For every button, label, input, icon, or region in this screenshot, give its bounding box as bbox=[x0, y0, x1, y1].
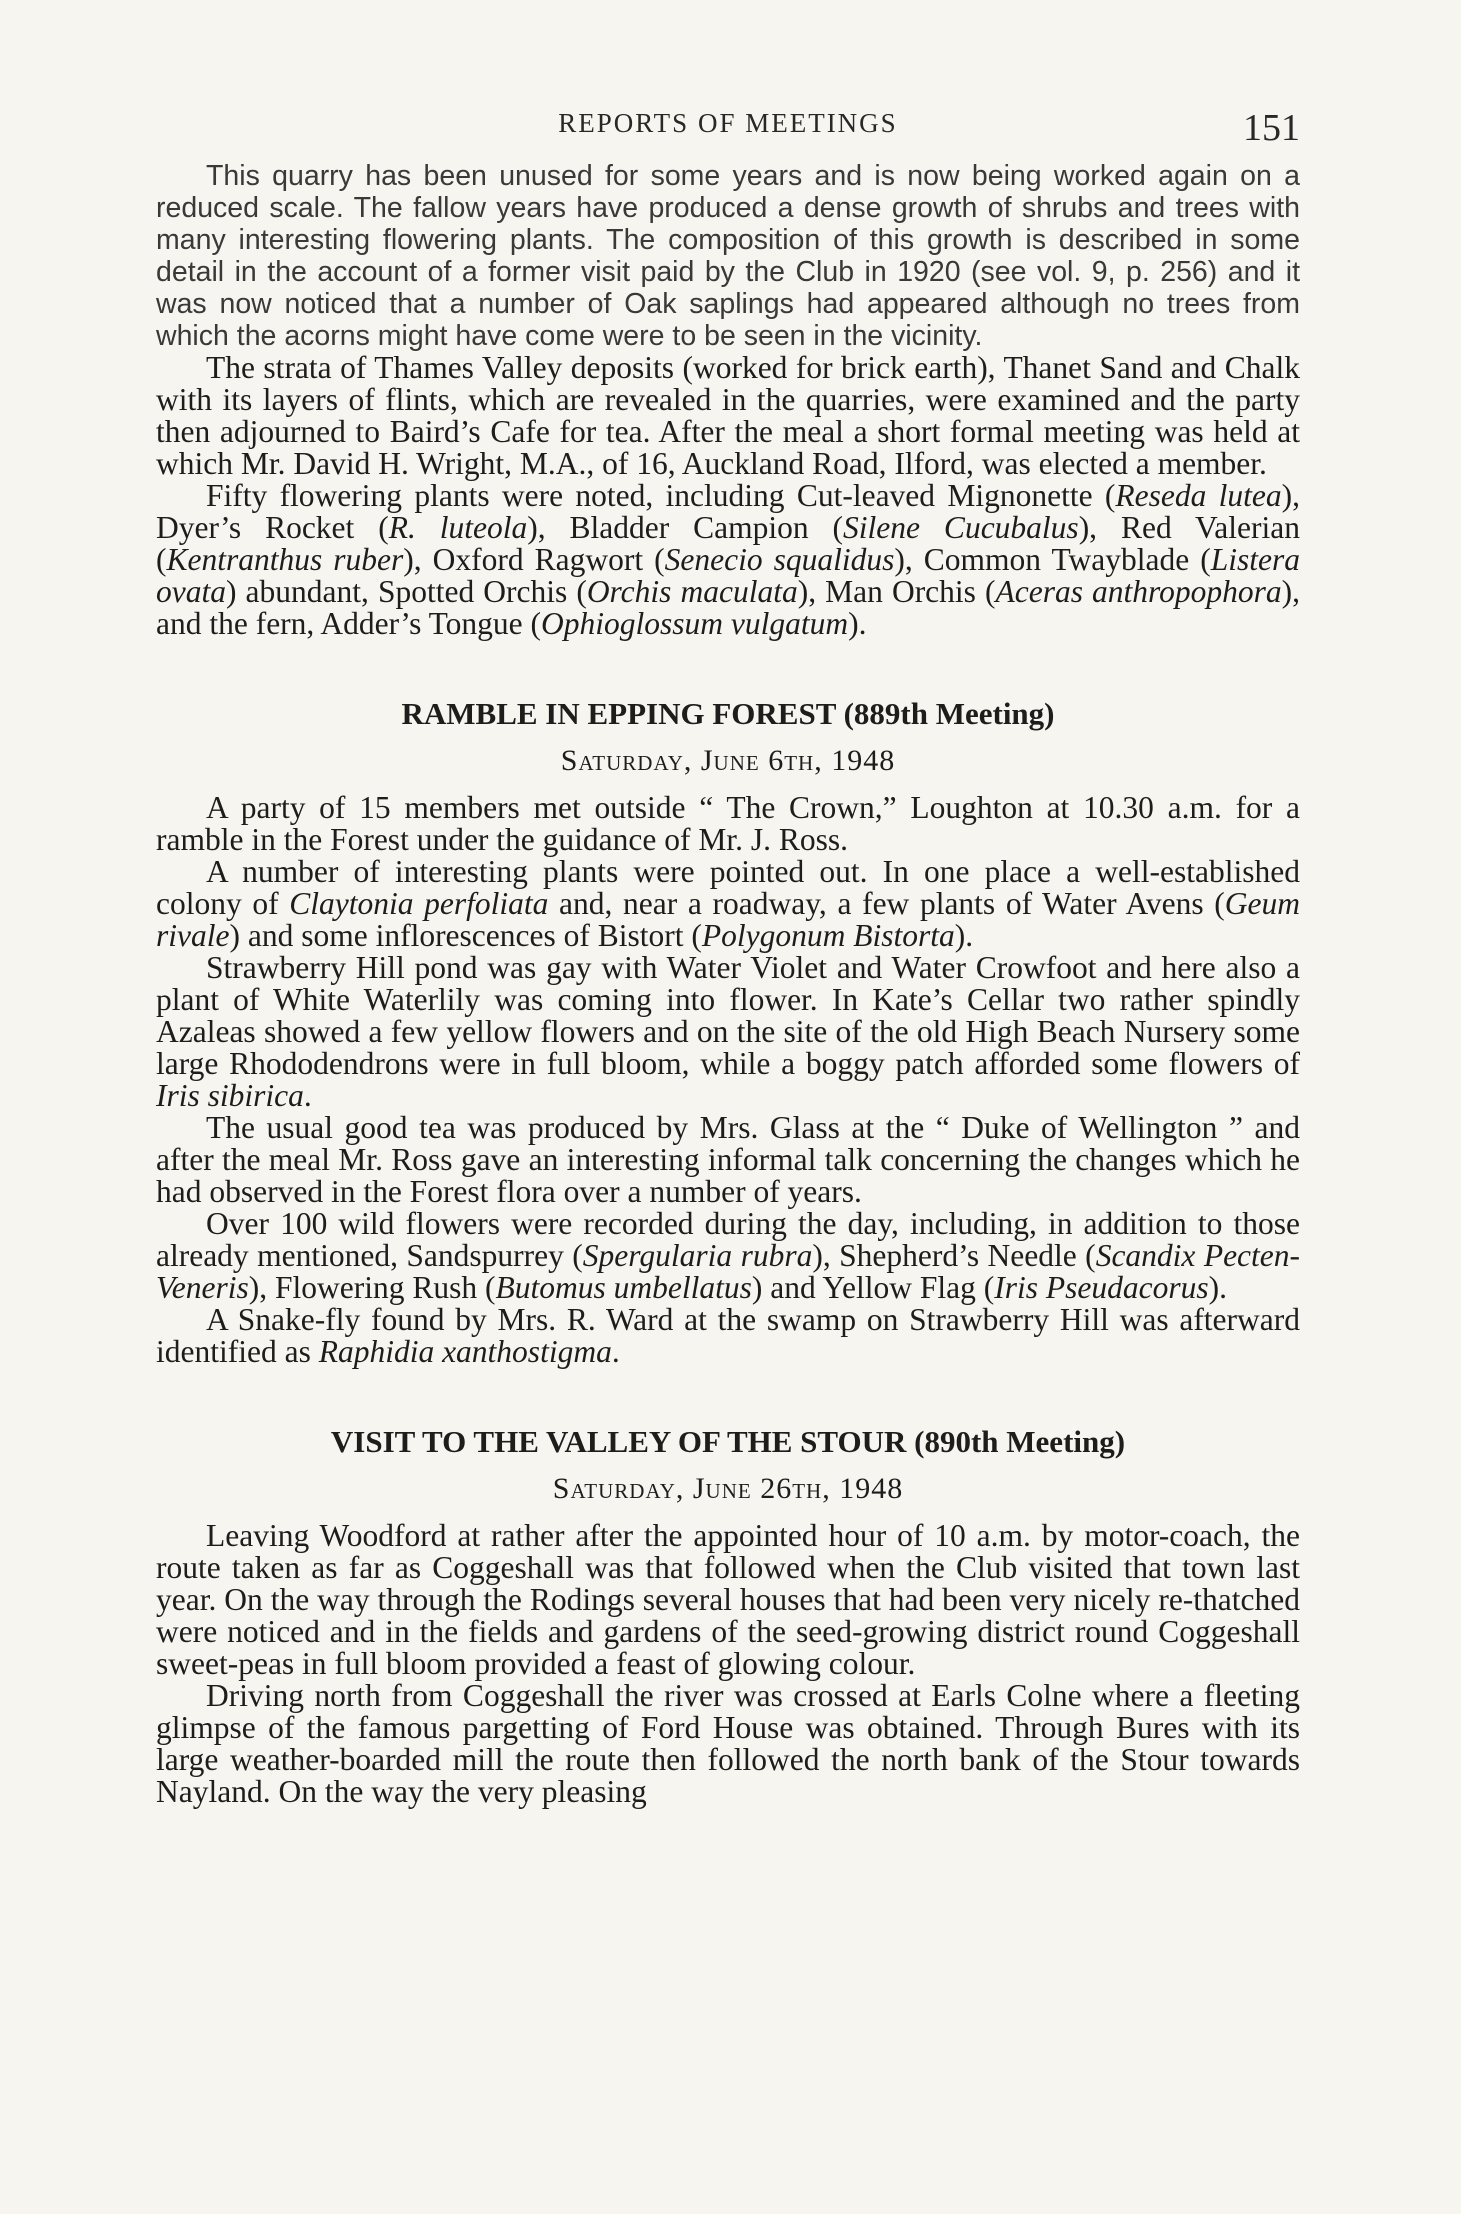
page bbox=[156, 100, 1300, 1808]
species-name: Spergularia rubra bbox=[582, 1238, 813, 1273]
text-run: ), Red Valerian ( bbox=[156, 510, 1300, 577]
species-name: R. luteola bbox=[388, 510, 528, 545]
paragraph: A party of 15 members met outside “ The Crown,” Loughton at 10.30 a.m. for a ramble in the Forest under the guidance of Mr. J. Ross. bbox=[156, 790, 1300, 857]
text-run: ), Oxford Ragwort ( bbox=[403, 542, 665, 577]
text-run: . bbox=[611, 1334, 620, 1369]
text-run: ), Shepherd’s Needle ( bbox=[812, 1238, 1096, 1273]
epping-report bbox=[156, 792, 1300, 1368]
paragraph bbox=[156, 480, 1300, 640]
paragraph bbox=[156, 952, 1300, 1112]
paragraph: Leaving Woodford at rather after the appointed hour of 10 a.m. by motor-coach, the route taken as far as Coggeshall was that followed when the Club visited that town last year. On the way through the Rodings several houses that had been very nicely re-thatched were noticed and in the fields and gardens of the seed-growing district round Coggeshall sweet-peas in full bloom provided a feast of glowing colour. bbox=[156, 1518, 1300, 1681]
running-title: REPORTS OF MEETINGS bbox=[558, 108, 898, 138]
paragraph: The strata of Thames Valley deposits (worked for brick earth), Thanet Sand and Chalk with its layers of flints, which are revealed in the quarries, were examined and the party then adjourned to Baird’s Cafe for tea. After the meal a short formal meeting was held at which Mr. David H. Wright, M.A., of 16, Auckland Road, Ilford, was elected a member. bbox=[156, 350, 1300, 481]
text-run: and, near a roadway, a few plants of Water Avens ( bbox=[548, 886, 1225, 921]
text-run: ), Man Orchis ( bbox=[797, 574, 996, 609]
text-run: Over 100 wild flowers were recorded during the day, including, in addition to those already mentioned, Sandspurrey ( bbox=[156, 1206, 1300, 1273]
text-run: ). bbox=[954, 918, 974, 953]
species-name: Claytonia perfoliata bbox=[289, 886, 549, 921]
stour-report bbox=[156, 1520, 1300, 1808]
species-name: Iris Pseudacorus bbox=[994, 1270, 1209, 1305]
text-run: A number of interesting plants were pointed out. In one place a well-established colony of bbox=[156, 854, 1300, 921]
section-date-stour: Saturday, June 26th, 1948 bbox=[552, 1472, 904, 1505]
species-name: Geum rivale bbox=[156, 886, 1300, 953]
section-date-epping: Saturday, June 6th, 1948 bbox=[560, 744, 896, 777]
text-run: . bbox=[303, 1078, 312, 1113]
species-name: Senecio squalidus bbox=[664, 542, 895, 577]
text-run: A Snake-fly found by Mrs. R. Ward at the swamp on Strawberry Hill was afterward identified as bbox=[156, 1302, 1300, 1369]
species-name: Silene Cucubalus bbox=[843, 510, 1079, 545]
species-name: Orchis maculata bbox=[586, 574, 798, 609]
text-run: ), Dyer’s Rocket ( bbox=[156, 478, 1300, 545]
species-name: Aceras anthropophora bbox=[995, 574, 1282, 609]
text-run: ), Flowering Rush ( bbox=[248, 1270, 496, 1305]
species-name: Ophioglossum vulgatum bbox=[541, 606, 849, 641]
paragraph bbox=[156, 1304, 1300, 1368]
text-run: ). bbox=[848, 606, 867, 641]
text-run: ). bbox=[1208, 1270, 1227, 1305]
quarry-report bbox=[156, 160, 1300, 640]
species-name: Reseda lutea bbox=[1115, 478, 1282, 513]
text-run: ) and some inflorescences of Bistort ( bbox=[229, 918, 702, 953]
species-name: Raphidia xanthostigma bbox=[318, 1334, 612, 1369]
species-name: Iris sibirica bbox=[156, 1078, 304, 1113]
text-run: ), Bladder Campion ( bbox=[527, 510, 844, 545]
text-run: ) and Yellow Flag ( bbox=[751, 1270, 995, 1305]
section-heading-epping: RAMBLE IN EPPING FOREST (889th Meeting) bbox=[401, 696, 1055, 731]
running-header bbox=[156, 100, 1300, 160]
text-run: ) abundant, Spotted Orchis ( bbox=[225, 574, 587, 609]
text-run: Strawberry Hill pond was gay with Water Violet and Water Crowfoot and here also a plant of White Waterlily was coming into flower. In Kate’s Cellar two rather spindly Azaleas showed a few yellow flowers and on the site of the old High Beach Nursery some large Rhododendrons were in full bloom, while a boggy patch afforded some flowers of bbox=[156, 950, 1300, 1081]
paragraph: Driving north from Coggeshall the river was crossed at Earls Colne where a fleeting glimpse of the famous pargetting of Ford House was obtained. Through Bures with its large weather-boarded mill the route then followed the north bank of the Stour towards Nayland. On the way the very pleasing bbox=[156, 1678, 1300, 1809]
paragraph: The usual good tea was produced by Mrs. Glass at the “ Duke of Wellington ” and after the meal Mr. Ross gave an interesting informal talk concerning the changes which he had observed in the Forest flora over a number of years. bbox=[156, 1110, 1300, 1209]
text-run: ), and the fern, Adder’s Tongue ( bbox=[156, 574, 1300, 641]
paragraph bbox=[156, 1208, 1300, 1304]
section-heading-stour: VISIT TO THE VALLEY OF THE STOUR (890th Meeting) bbox=[330, 1424, 1126, 1459]
species-name: Kentranthus ruber bbox=[166, 542, 404, 577]
paragraph bbox=[156, 856, 1300, 952]
species-name: Listera ovata bbox=[156, 542, 1300, 609]
page-number: 151 bbox=[1243, 107, 1300, 149]
text-run: Fifty flowering plants were noted, including Cut-leaved Mignonette ( bbox=[206, 478, 1116, 513]
species-name: Butomus umbellatus bbox=[495, 1270, 752, 1305]
species-name: Scandix Pecten-Veneris bbox=[156, 1238, 1301, 1305]
text-run: ), Common Twayblade ( bbox=[894, 542, 1211, 577]
paragraph: This quarry has been unused for some years and is now being worked again on a reduced scale. The fallow years have produced a dense growth of shrubs and trees with many interesting flowering plants. The composition of this growth is described in some detail in the account of a former visit paid by the Club in 1920 (see vol. 9, p. 256) and it was now noticed that a number of Oak saplings had appeared although no trees from which the acorns might have come were to be seen in the vicinity. bbox=[156, 160, 1300, 352]
species-name: Polygonum Bistorta bbox=[701, 918, 955, 953]
